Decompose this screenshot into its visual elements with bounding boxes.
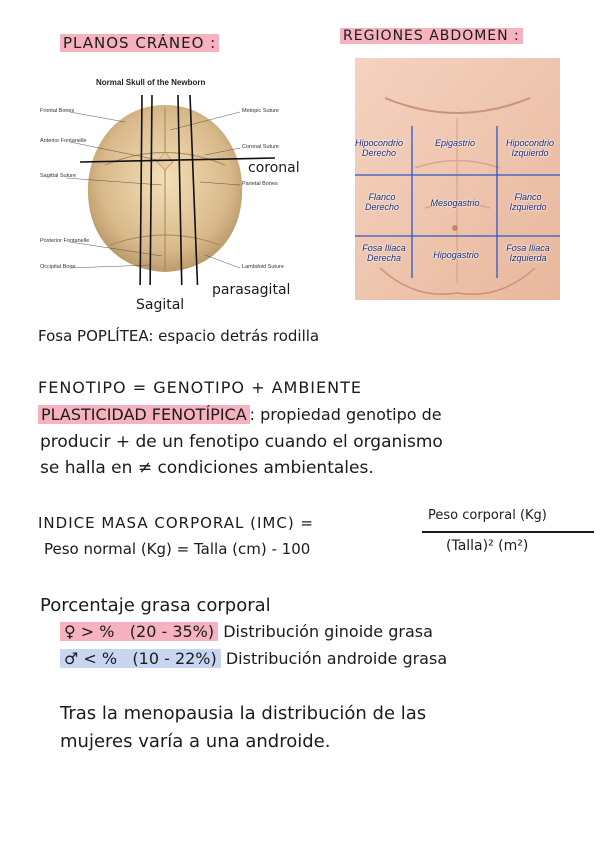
label-occipital-bone: Occipital Bone: [40, 264, 76, 270]
label-metopic-suture: Metopic Suture: [242, 108, 279, 114]
label-sagittal-suture: Sagittal Suture: [40, 173, 77, 179]
note-menopausia-line2: mujeres varía a una androide.: [60, 731, 331, 752]
plasticidad-definition: : propiedad genotipo de: [249, 405, 442, 424]
label-posterior-fontanelle: Posterior Fontanelle: [40, 238, 90, 244]
note-male-row: [60, 649, 447, 668]
note-plasticidad-line3: se halla en ≠ condiciones ambientales.: [40, 458, 374, 478]
abdomen-illustration: [355, 58, 560, 300]
region-flanco-derecho: Flanco Derecho: [364, 192, 400, 212]
label-anterior-fontanelle: Anterior Fontanelle: [40, 138, 87, 144]
note-fenotipo: FENOTIPO = GENOTIPO + AMBIENTE: [38, 378, 362, 397]
heading-regiones: [340, 28, 523, 44]
note-female-row: [60, 622, 433, 641]
heading-planos-text: PLANOS CRÁNEO :: [60, 34, 219, 52]
female-distribution: Distribución ginoide grasa: [223, 622, 433, 641]
label-frontal-bones: Frontal Bones: [40, 108, 75, 114]
region-hipocondrio-izquierdo: Hipocondrio Izquierdo: [505, 138, 555, 158]
skull-title: Normal Skull of the Newborn: [96, 78, 206, 87]
male-distribution: Distribución androide grasa: [225, 649, 448, 668]
region-mesogastrio: Mesogastrio: [430, 198, 480, 208]
label-lambdoid-suture: Lambdoid Suture: [242, 264, 284, 270]
region-fosa-iliaca-izquierda: Fosa Iliaca Izquierda: [506, 243, 550, 263]
male-range: (10 - 22%): [132, 649, 217, 668]
male-symbol: ♂ < %: [64, 649, 118, 668]
note-fosa-poplitea: Fosa POPLÍTEA: espacio detrás rodilla: [38, 327, 320, 345]
note-imc-label: INDICE MASA CORPORAL (IMC) =: [38, 514, 315, 532]
annotation-parasagital: parasagital: [212, 282, 291, 298]
region-fosa-iliaca-derecha: Fosa Iliaca Derecha: [362, 243, 406, 263]
skull-figure: [30, 70, 300, 285]
note-grasa-title: Porcentaje grasa corporal: [40, 595, 271, 616]
note-imc-numerator: Peso corporal (Kg): [428, 508, 547, 523]
imc-fraction-bar: [422, 531, 594, 533]
region-hipocondrio-derecho: Hipocondrio Derecho: [354, 138, 404, 158]
label-parietal-bones: Parietal Bones: [242, 181, 278, 187]
note-peso-normal: Peso normal (Kg) = Talla (cm) - 100: [44, 540, 311, 558]
heading-regiones-text: REGIONES ABDOMEN :: [340, 28, 523, 44]
plasticidad-term: PLASTICIDAD FENOTÍPICA: [38, 405, 250, 424]
region-flanco-izquierdo: Flanco Izquierdo: [509, 192, 547, 212]
female-highlight: [60, 622, 218, 641]
region-epigastrio: Epigastrio: [434, 138, 476, 148]
heading-planos: [60, 34, 219, 52]
note-imc-denominator: (Talla)² (m²): [446, 538, 529, 554]
note-plasticidad-line1: [38, 405, 442, 424]
annotation-sagital: Sagital: [136, 297, 185, 313]
annotation-coronal: coronal: [248, 160, 300, 176]
female-range: (20 - 35%): [129, 622, 215, 641]
male-highlight: [60, 649, 221, 668]
female-symbol: ♀ > %: [64, 622, 115, 641]
note-plasticidad-line2: producir + de un fenotipo cuando el organismo: [40, 432, 443, 452]
abdomen-figure: [355, 58, 560, 300]
label-coronal-suture: Coronal Suture: [242, 144, 279, 150]
region-hipogastrio: Hipogastrio: [433, 250, 479, 260]
note-menopausia-line1: Tras la menopausia la distribución de las: [60, 703, 427, 724]
